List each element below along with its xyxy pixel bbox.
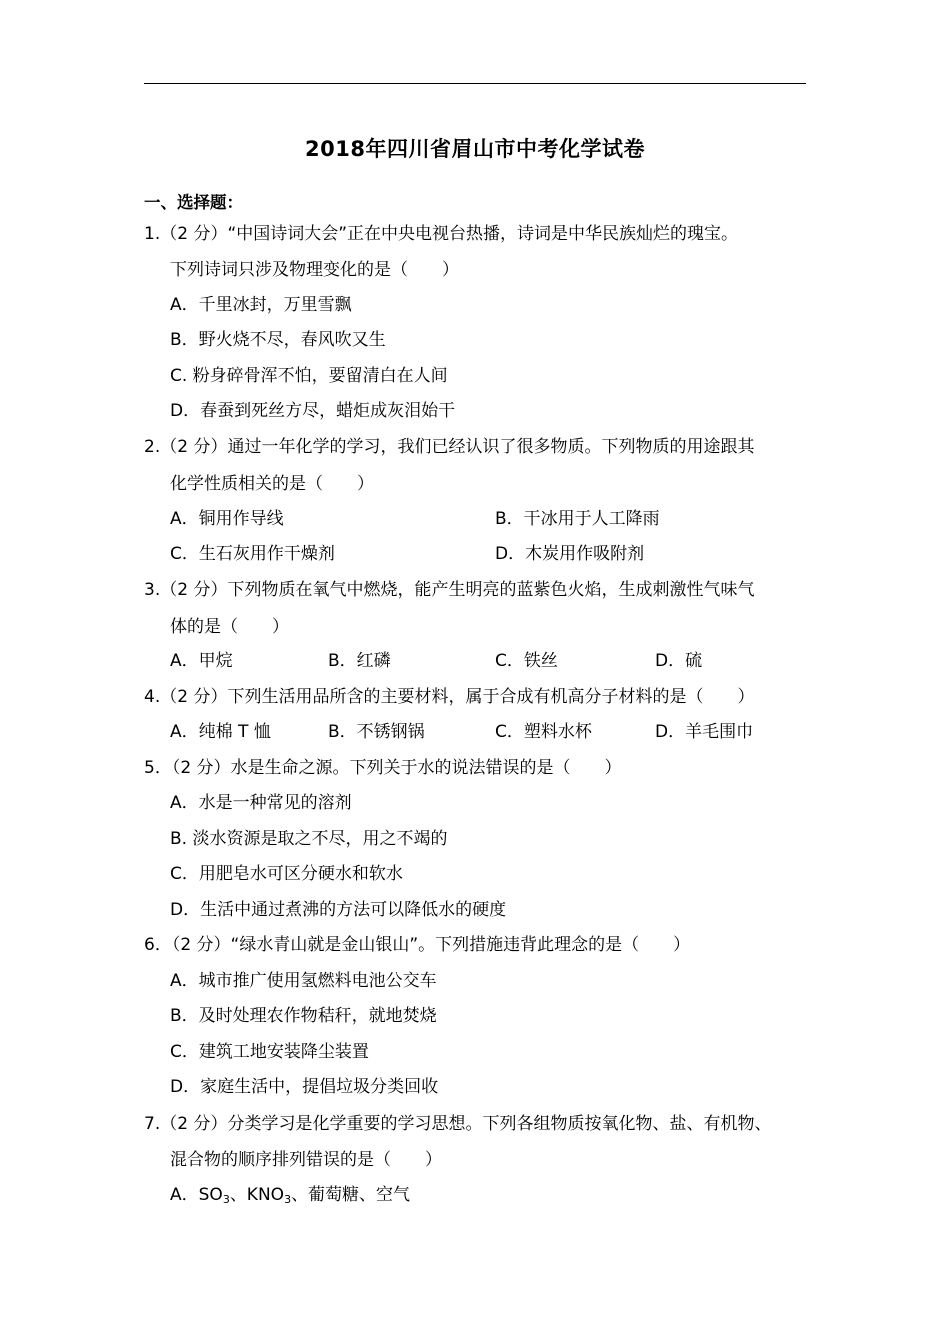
question-6-option-d: D．家庭生活中，提倡垃圾分类回收 — [170, 1077, 439, 1097]
section-heading: 一、选择题： — [144, 193, 243, 212]
question-7-option-a — [170, 1184, 410, 1211]
question-4-stem: 4.（2 分）下列生活用品所含的主要材料，属于合成有机高分子材料的是（ ） — [144, 687, 755, 707]
question-1-option-a: A．千里冰封，万里雪飘 — [170, 295, 352, 315]
question-4-option-c: C．塑料水杯 — [495, 722, 592, 742]
question-6-option-a: A．城市推广使用氢燃料电池公交车 — [170, 971, 437, 991]
question-1-option-c: C. 粉身碎骨浑不怕，要留清白在人间 — [170, 366, 448, 386]
question-5-option-a: A．水是一种常见的溶剂 — [170, 793, 352, 813]
question-5-option-c: C．用肥皂水可区分硬水和软水 — [170, 864, 403, 884]
question-6-option-c: C．建筑工地安装降尘装置 — [170, 1042, 369, 1062]
question-4-option-b: B．不锈钢锅 — [328, 722, 425, 742]
question-4-option-d: D．羊毛围巾 — [655, 722, 754, 742]
header-rule — [144, 83, 806, 84]
question-3-option-a: A．甲烷 — [170, 651, 233, 671]
subscript-3: 3 — [222, 1193, 230, 1206]
question-6-stem: 6．（2 分）“绿水青山就是金山银山”。下列措施违背此理念的是（ ） — [144, 935, 691, 955]
question-3-option-b: B．红磷 — [328, 651, 391, 671]
question-2-option-b: B．干冰用于人工降雨 — [495, 509, 660, 529]
question-2-option-c: C．生石灰用作干燥剂 — [170, 544, 335, 564]
page-title: 2018年四川省眉山市中考化学试卷 — [305, 137, 645, 161]
option-a-rest: 、葡萄糖、空气 — [291, 1185, 411, 1205]
question-7-stem-cont: 混合物的顺序排列错误的是（ ） — [170, 1150, 442, 1170]
question-3-option-d: D．硫 — [655, 651, 703, 671]
formula-so: A．SO — [170, 1185, 223, 1205]
question-4-option-a: A．纯棉 T 恤 — [170, 722, 271, 742]
question-2-option-d: D．木炭用作吸附剂 — [495, 544, 645, 564]
question-1-stem-cont: 下列诗词只涉及物理变化的是（ ） — [170, 260, 459, 280]
question-3-option-c: C．铁丝 — [495, 651, 558, 671]
question-1-option-b: B．野火烧不尽，春风吹又生 — [170, 330, 386, 350]
question-1-option-d: D．春蚕到死丝方尽，蜡炬成灰泪始干 — [170, 401, 456, 421]
question-6-option-b: B．及时处理农作物秸秆，就地焚烧 — [170, 1006, 437, 1026]
question-5-stem: 5．（2 分）水是生命之源。下列关于水的说法错误的是（ ） — [144, 758, 622, 778]
question-3-stem-cont: 体的是（ ） — [170, 617, 289, 637]
question-7-stem: 7.（2 分）分类学习是化学重要的学习思想。下列各组物质按氧化物、盐、有机物、 — [144, 1114, 772, 1134]
question-2-option-a: A．铜用作导线 — [170, 509, 284, 529]
question-2-stem: 2.（2 分）通过一年化学的学习，我们已经认识了很多物质。下列物质的用途跟其 — [144, 437, 755, 457]
question-3-stem: 3.（2 分）下列物质在氧气中燃烧，能产生明亮的蓝紫色火焰，生成刺激性气味气 — [144, 580, 755, 600]
question-5-option-b: B. 淡水资源是取之不尽，用之不竭的 — [170, 829, 448, 849]
question-1-stem: 1.（2 分）“中国诗词大会”正在中央电视台热播，诗词是中华民族灿烂的瑰宝。 — [144, 224, 739, 244]
formula-kno: 、KNO — [229, 1185, 285, 1205]
subscript-3: 3 — [284, 1193, 292, 1206]
question-2-stem-cont: 化学性质相关的是（ ） — [170, 474, 374, 494]
question-5-option-d: D．生活中通过煮沸的方法可以降低水的硬度 — [170, 900, 507, 920]
